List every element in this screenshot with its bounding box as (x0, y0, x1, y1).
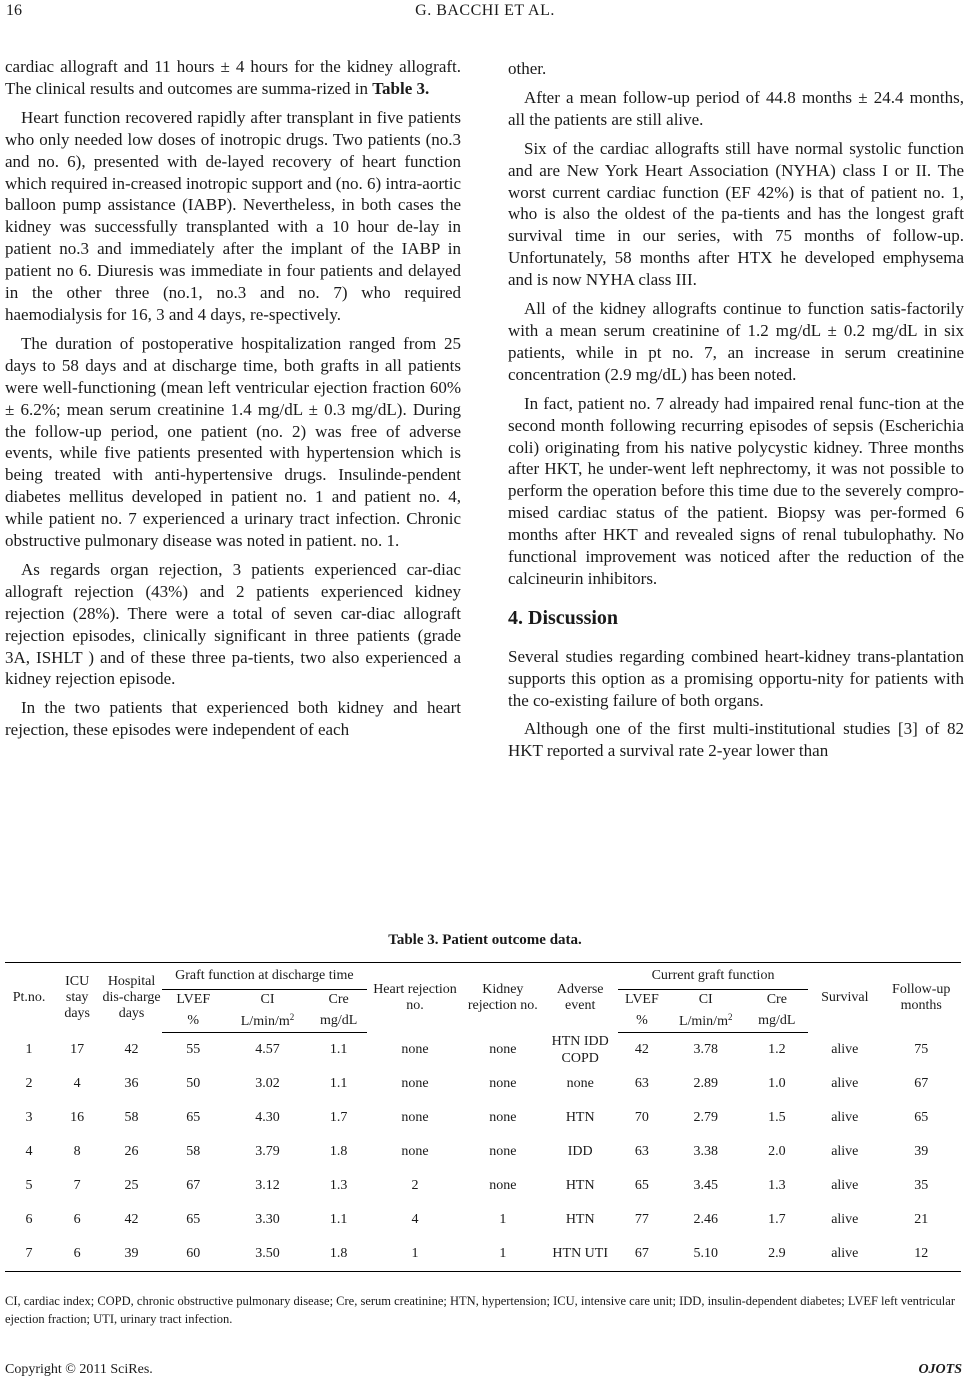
table-cell-lvef: 55 (186, 1042, 201, 1057)
table-cell-followup: 39 (914, 1144, 929, 1159)
right-column (508, 58, 964, 769)
section-title: 4. Discussion (508, 606, 619, 629)
table-cell-survival: alive (831, 1144, 859, 1159)
table-cell-c-lvef: 77 (634, 1212, 649, 1227)
unit-ci-superscript: 2 (289, 1012, 295, 1022)
unit-ci (225, 1010, 311, 1033)
table-cell-kidney: 1 (499, 1212, 507, 1227)
table-caption: Table 3. Patient outcome data. (388, 932, 582, 948)
table-cell-heart: 2 (411, 1178, 419, 1193)
unit-lvef: % (162, 1010, 225, 1033)
col-header-kidney-rejection: Kidney rejection no. (463, 963, 542, 1033)
table-cell-c-cre: 1.7 (768, 1212, 786, 1227)
table-cell-icu: 6 (73, 1212, 81, 1227)
table-cell-heart: 4 (411, 1212, 419, 1227)
unit-current-lvef: % (618, 1010, 666, 1033)
col-header-current-ci: CI (698, 992, 713, 1007)
table-cell-c-cre: 1.5 (768, 1110, 786, 1125)
table-cell-ci: 4.30 (255, 1110, 280, 1125)
table-cell-icu: 16 (70, 1110, 85, 1125)
table-cell-c-ci: 3.38 (693, 1144, 718, 1159)
running-head: G. BACCHI ET AL. (415, 2, 555, 19)
col-header-current-lvef: LVEF (625, 992, 659, 1007)
paragraph: Although one of the first multi-institutional studies [3] of 82 HKT reported a survival rate 2-year lower than (508, 719, 964, 761)
unit-cre: mg/dL (310, 1010, 366, 1033)
table-cell-c-ci: 2.79 (693, 1110, 718, 1125)
table-row (5, 1067, 961, 1101)
table-cell-lvef: 65 (186, 1212, 201, 1227)
table-cell-survival: alive (831, 1212, 859, 1227)
col-group-graft-function: Graft function at discharge time (162, 963, 367, 990)
table-cell-heart: 1 (367, 1237, 463, 1272)
table-row (5, 1033, 961, 1068)
table-cell-hosp: 58 (124, 1110, 139, 1125)
paragraph: After a mean follow-up period of 44.8 months ± 24.4 months, all the patients are still alive. (508, 87, 964, 129)
table-cell-c-lvef: 63 (634, 1076, 649, 1091)
table-cell-followup: 75 (914, 1041, 929, 1057)
table-cell-pt: 5 (25, 1178, 33, 1193)
table-cell-hosp: 39 (101, 1237, 162, 1272)
copyright-notice: Copyright © 2011 SciRes. (5, 1362, 153, 1377)
table-cell-heart: none (401, 1144, 429, 1159)
table-cell-c-ci: 2.89 (693, 1076, 718, 1091)
table-cell-heart: none (401, 1110, 429, 1125)
table-cell-kidney: 1 (463, 1237, 542, 1272)
table-cell-pt: 6 (25, 1212, 33, 1227)
table-cell-c-lvef: 65 (634, 1178, 649, 1193)
paragraph (5, 56, 461, 100)
table-cell-lvef: 58 (186, 1144, 201, 1159)
paragraph: Heart function recovered rapidly after transplant in five patients who only needed low doses of inotropic drugs. Two patients (no.3 and no. 6), presented with de-layed recovery of heart function which required in-creased inotropic support and (no. 6) intra-aortic balloon pump assistance (IABP). Nevertheless, in both cases the kidney was successfully transplanted with a 10 hour de-lay in patient no.3 and immediately after the implant of the IABP in patient no 6. Diuresis was immediate in four patients and delayed in the other three (no.1, no.3 and no. 7) who required haemodialysis for 16, 3 and 4 days, re-spectively. (5, 107, 461, 324)
table-cell-c-cre: 1.3 (768, 1178, 786, 1193)
table-cell-hosp: 42 (124, 1041, 139, 1057)
table-cell-c-cre: 2.9 (745, 1237, 808, 1272)
table-cell-lvef: 65 (186, 1110, 201, 1125)
table-cell-kidney: none (489, 1144, 517, 1159)
table-row (5, 1237, 961, 1272)
table-cell-survival: alive (831, 1110, 859, 1125)
table-cell-hosp: 42 (124, 1212, 139, 1227)
table-cell-followup: 12 (881, 1237, 961, 1272)
table-cell-cre: 1.3 (329, 1178, 348, 1193)
table-cell-lvef: 50 (186, 1076, 201, 1091)
col-group-current-function: Current graft function (618, 963, 808, 990)
col-header-hospital: Hospital dis-charge days (101, 963, 162, 1033)
table-cell-icu: 4 (73, 1076, 81, 1091)
table-cell-hosp: 26 (124, 1144, 139, 1159)
table-cell-cre: 1.8 (310, 1237, 366, 1272)
table-cell-icu: 6 (53, 1237, 101, 1272)
unit-current-cre: mg/dL (745, 1010, 808, 1033)
table-row (5, 1203, 961, 1237)
unit-current-ci-superscript: 2 (727, 1012, 733, 1022)
table-cell-followup: 21 (914, 1212, 929, 1227)
table-body (5, 1033, 961, 1272)
paragraph: In the two patients that experienced both kidney and heart rejection, these episodes were independent of each (5, 698, 461, 740)
table-cell-kidney: none (489, 1178, 517, 1193)
page-header (0, 0, 970, 30)
col-header-current-cre: Cre (766, 992, 787, 1007)
table-cell-adverse: HTN (565, 1178, 595, 1193)
table-cell-c-lvef: 63 (634, 1144, 649, 1159)
table-cell-pt: 1 (25, 1041, 33, 1057)
col-header-icu: ICU stay days (53, 963, 101, 1033)
table-cell-survival: alive (831, 1076, 859, 1091)
table-cell-lvef: 67 (186, 1178, 201, 1193)
table-cell-c-cre: 1.0 (768, 1076, 786, 1091)
unit-ci-text: L/min/m (240, 1014, 290, 1029)
table-cell-adverse: HTN UTI (543, 1237, 618, 1272)
paragraph: Six of the cardiac allografts still have normal systolic function and are New York Heart Association (NYHA) class I or II. The worst current cardiac function (EF 42%) is that of patient no. 1, who is also the oldest of the pa-tients and has the longest graft survival time in our series, with 75 months of follow-up. Unfortunately, 58 months after HTX he developed emphysema and is now NYHA class III. (508, 138, 964, 290)
col-header-cre: Cre (328, 992, 349, 1007)
table-cell-survival: alive (831, 1041, 859, 1057)
table-cell-adverse: HTN (565, 1212, 595, 1227)
unit-current-ci (666, 1010, 745, 1033)
page-number: 16 (6, 2, 22, 19)
table-cell-kidney: none (489, 1076, 517, 1091)
table-cell-c-ci: 3.45 (693, 1178, 718, 1193)
col-header-followup: Follow-up months (881, 963, 961, 1033)
patient-outcome-table (5, 962, 961, 1272)
col-header-ci: CI (260, 992, 275, 1007)
table-footnote: CI, cardiac index; COPD, chronic obstructive pulmonary disease; Cre, serum creatinine; HTN, hypertension; ICU, intensive care unit; IDD, insulin-dependent diabetes; LVEF left ventricular ejection fraction; UTI, urinary tract infection. (5, 1294, 955, 1326)
table-cell-ci: 3.79 (255, 1144, 280, 1159)
table-cell-ci: 3.02 (255, 1076, 280, 1091)
table-cell-followup: 35 (914, 1178, 929, 1193)
table-cell-icu: 7 (73, 1178, 81, 1193)
paragraph: All of the kidney allografts continue to function satis-factorily with a mean serum creatinine of 1.2 mg/dL ± 0.2 mg/dL in six patients, while in pt no. 7, an increase in serum creatinine concentration (2.9 mg/dL) has been noted. (508, 299, 964, 384)
col-header-survival: Survival (808, 963, 881, 1033)
table-cell-cre: 1.1 (329, 1042, 348, 1057)
table-cell-followup: 65 (914, 1110, 929, 1125)
table-cell-hosp: 36 (124, 1076, 139, 1091)
table-cell-c-lvef: 70 (634, 1110, 649, 1125)
table-cell-adverse: HTN IDD COPD (551, 1033, 609, 1066)
table-cell-ci: 3.30 (255, 1212, 280, 1227)
table-cell-heart: none (401, 1076, 429, 1091)
table-cell-cre: 1.8 (329, 1144, 348, 1159)
table-row (5, 1135, 961, 1169)
journal-name: OJOTS (918, 1362, 962, 1377)
table-cell-cre: 1.7 (329, 1110, 348, 1125)
table-cell-c-ci: 3.78 (693, 1042, 718, 1057)
col-header-adverse-event: Adverse event (543, 963, 618, 1033)
col-header-lvef: LVEF (176, 992, 211, 1007)
table-cell-icu: 8 (73, 1144, 81, 1159)
table-cell-ci: 3.12 (255, 1178, 280, 1193)
table-cell-lvef: 60 (162, 1237, 225, 1272)
table-cell-survival: alive (831, 1178, 859, 1193)
table-cell-followup: 67 (914, 1076, 929, 1091)
table-cell-pt: 3 (25, 1110, 33, 1125)
table-cell-c-lvef: 67 (618, 1237, 666, 1272)
table-cell-cre: 1.1 (329, 1212, 348, 1227)
col-header-ptno: Pt.no. (5, 963, 53, 1033)
paragraph-text: cardiac allograft and 11 hours ± 4 hours for the kidney allograft. The clinical results and outcomes are summa-rized in (5, 57, 461, 98)
table-row (5, 1101, 961, 1135)
unit-current-ci-text: L/min/m (678, 1014, 728, 1029)
left-column (5, 56, 461, 748)
table-cell-cre: 1.1 (329, 1076, 348, 1091)
table-row (5, 1169, 961, 1203)
table-cell-adverse: IDD (567, 1144, 593, 1159)
table-cell-pt: 2 (25, 1076, 33, 1091)
table-cell-adverse: none (566, 1076, 594, 1091)
table-reference: Table 3. (372, 78, 430, 98)
paragraph: Several studies regarding combined heart-kidney trans-plantation supports this option as a promising opportu-nity for patients with the co-existing failure of both organs. (508, 646, 964, 710)
table-cell-ci: 3.50 (225, 1237, 311, 1272)
paragraph: The duration of postoperative hospitalization ranged from 25 days to 58 days and at discharge time, both grafts in all patients were well-functioning (mean left ventricular ejection fraction 60% ± 6.2%; mean serum creatinine 1.4 mg/dL ± 0.3 mg/dL). During the follow-up period, one patient (no. 2) was free of adverse events, while five patients presented with hypertension which is being treated with anti-hypertensive drugs. Insulinde-pendent diabetes mellitus developed in patient no. 1 and patient no. 4, while patient no. 7 experienced a urinary tract infection. Chronic obstructive pulmonary disease was noted in patient. no. 1. (5, 333, 461, 551)
table-cell-heart: none (401, 1041, 429, 1057)
paragraph: As regards organ rejection, 3 patients experienced car-diac allograft rejection (43%) and 2 patients experienced kidney rejection (28%). There were a total of seven car-diac allograft rejection episodes, clinically significant in three patients (grade 3A, ISHLT ) and of these three pa-tients, two also experienced a kidney rejection episode. (5, 559, 461, 689)
paragraph: In fact, patient no. 7 already had impaired renal func-tion at the second month following recurring episodes of sepsis (Escherichia coli) originating from his native polycystic kidney. Three months after HKT, he under-went left nephrectomy, it was not possible to perform the operation before this time due to the severely compro-mised cardiac status of the patient. Biopsy was per-formed 6 months after HKT and revealed signs of renal tubulophathy. No functional improvement was noticed after the reduction of the calcineurin inhibitors. (508, 393, 964, 588)
table-cell-c-lvef: 42 (634, 1042, 649, 1057)
table-cell-pt: 7 (5, 1237, 53, 1272)
table-cell-c-cre: 2.0 (768, 1144, 786, 1159)
table-cell-c-cre: 1.2 (768, 1042, 786, 1057)
table-cell-ci: 4.57 (255, 1042, 280, 1057)
table-cell-c-ci: 2.46 (693, 1212, 718, 1227)
table-cell-survival: alive (808, 1237, 881, 1272)
table-cell-pt: 4 (25, 1144, 33, 1159)
table-cell-kidney: none (489, 1110, 517, 1125)
paragraph: other. (508, 59, 547, 78)
table-cell-c-ci: 5.10 (666, 1237, 745, 1272)
table-cell-kidney: none (489, 1041, 517, 1057)
table-cell-icu: 17 (70, 1041, 85, 1057)
table-cell-hosp: 25 (124, 1178, 139, 1193)
col-header-heart-rejection: Heart rejection no. (367, 963, 463, 1033)
table-cell-adverse: HTN (565, 1110, 595, 1125)
